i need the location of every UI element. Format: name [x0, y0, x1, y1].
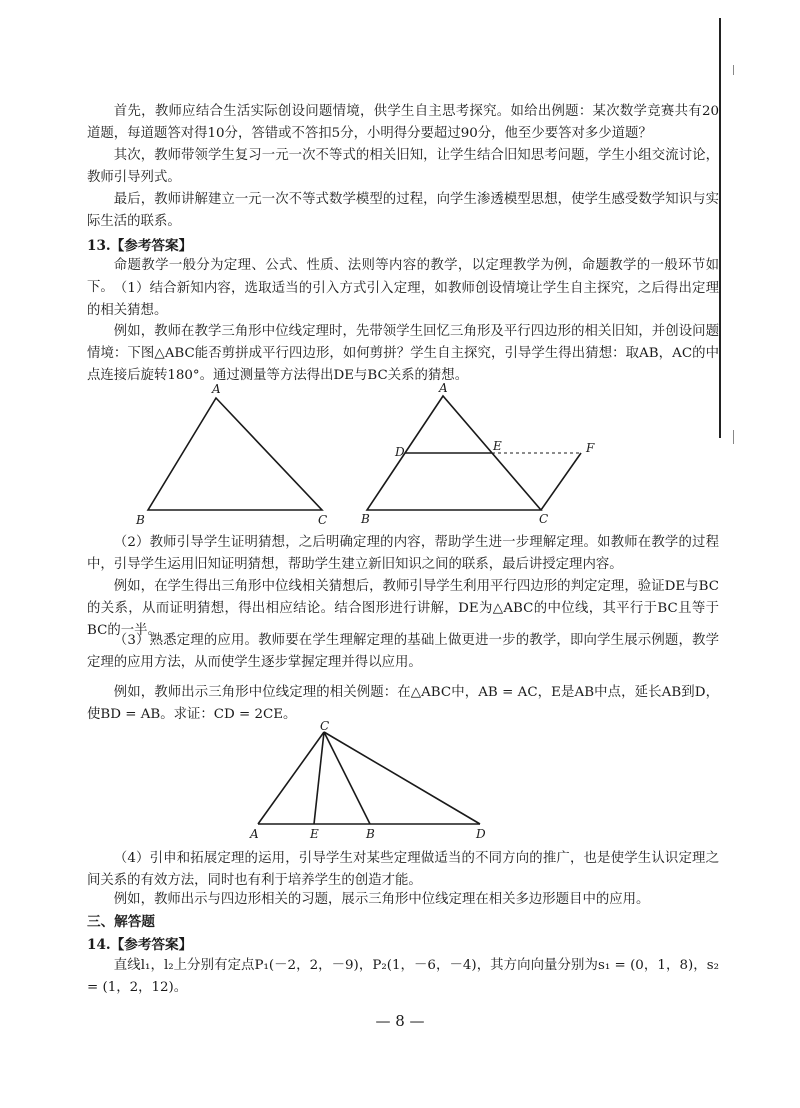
paragraph-intro-first: 首先，教师应结合生活实际创设问题情境，供学生自主思考探究。如给出例题：某次数学竞赛共有20道题，每道题答对得10分，答错或不答扣5分，小明得分要超过90分，他至少要答对多少道题？ [87, 104, 719, 141]
scan-edge-mark [733, 430, 734, 444]
fig3-label-e: E [310, 827, 319, 841]
fig2-label-d: D [395, 445, 405, 459]
paragraph-step-2: （2）教师引导学生证明猜想，之后明确定理的内容，帮助学生进一步理解定理。如教师在教学的过程中，引导学生运用旧知证明猜想，帮助学生建立新旧知识之间的联系，最后讲授定理内容。 [87, 535, 719, 572]
fig2-label-f: F [586, 441, 595, 455]
paragraph-example-3: 例如，教师出示三角形中位线定理的相关例题：在△ABC中，AB = AC，E是AB中点，延长AB到D，使BD = AB。求证：CD = 2CE。 [87, 685, 719, 722]
scan-edge-line [719, 18, 721, 438]
fig3-label-c: C [320, 720, 330, 733]
question-14-heading [87, 933, 192, 953]
question-13-number: 13. [87, 238, 111, 254]
paragraph-example-1: 例如，教师在教学三角形中位线定理时，先带领学生回忆三角形及平行四边形的相关旧知，并创设问题情境：下图△ABC能否剪拼成平行四边形，如何剪拼？学生自主探究，引导学生得出猜想：取AB，AC的中点连接后旋转180°。通过测量等方法得出DE与BC关系的猜想。 [87, 324, 719, 383]
paragraph-step-1: （1）结合新知内容，选取适当的引入方式引入定理，如教师创设情境让学生自主探究，之后得出定理的相关猜想。 [87, 281, 719, 318]
fig3-segment-ce [314, 732, 324, 824]
page-number: — 8 — [375, 1012, 425, 1030]
fig2-label-a: A [439, 381, 448, 395]
question-13-label: 【参考答案】 [110, 238, 193, 254]
fig3-label-b: B [366, 827, 375, 841]
paragraph-example-4: 例如，教师出示与四边形相关的习题，展示三角形中位线定理在相关多边形题目中的应用。 [113, 892, 650, 907]
fig2-label-b: B [361, 512, 370, 526]
paragraph-example-2: 例如，在学生得出三角形中位线相关猜想后，教师引导学生利用平行四边形的判定定理，验证DE与BC的关系，从而证明猜想，得出相应结论。结合图形进行讲解，DE为△ABC的中位线，其平行于BC且等于BC的一半。 [87, 579, 719, 638]
paragraph-question-14-body: 直线l₁，l₂上分别有定点P₁(－2，2，－9)，P₂(1，－6，－4)，其方向向量分别为s₁ = (0，1，8)，s₂ = (1，2，12)。 [87, 958, 719, 995]
fig1-label-b: B [136, 513, 145, 527]
fig2-label-e: E [493, 439, 502, 453]
fig3-label-d: D [476, 827, 486, 841]
fig1-label-c: C [318, 513, 328, 527]
section-3-heading: 三、解答题 [87, 914, 155, 930]
question-14-label: 【参考答案】 [110, 937, 193, 953]
fig3-label-a: A [250, 827, 259, 841]
fig3-side-ca [258, 732, 324, 824]
scan-edge-mark [733, 65, 734, 75]
paragraph-step-4: （4）引申和拓展定理的运用，引导学生对某些定理做适当的不同方向的推广，也是使学生认识定理之间关系的有效方法，同时也有利于培养学生的创造才能。 [87, 851, 719, 888]
fig2-label-c: C [539, 512, 549, 526]
question-13-heading [87, 234, 192, 254]
paragraph-step-3: （3）熟悉定理的应用。教师要在学生理解定理的基础上做更进一步的教学，即向学生展示例题，教学定理的应用方法，从而使学生逐步掌握定理并得以应用。 [87, 633, 719, 670]
fig2-side-fc [541, 453, 581, 510]
figure-triangle-abc [130, 380, 340, 528]
fig1-label-a: A [212, 382, 221, 396]
paragraph-intro-second: 其次，教师带领学生复习一元一次不等式的相关旧知，让学生结合旧知思考问题，学生小组交流讨论，教师引导列式。 [87, 148, 719, 185]
question-14-number: 14. [87, 937, 111, 953]
triangle-abc-shape [148, 398, 322, 510]
paragraph-proposition-intro: 命题教学一般分为定理、公式、性质、法则等内容的教学，以定理教学为例，命题教学的一般环节如下。 [87, 258, 719, 295]
figure-median-example [240, 720, 500, 844]
figure-midline-parallelogram [355, 380, 605, 528]
paragraph-intro-last: 最后，教师讲解建立一元一次不等式数学模型的过程，向学生渗透模型思想，使学生感受数学知识与实际生活的联系。 [87, 192, 719, 229]
